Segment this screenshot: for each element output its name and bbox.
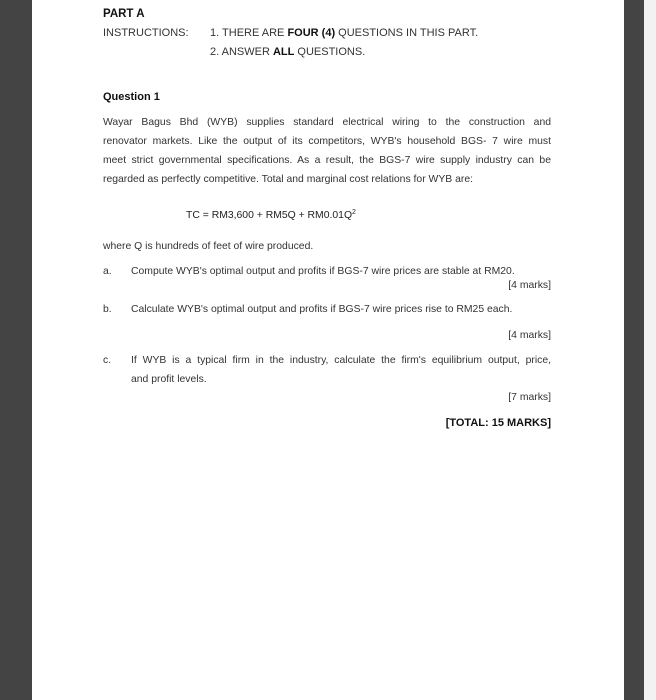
instruction-line-1 — [210, 27, 478, 39]
item-b-text: Calculate WYB's optimal output and profits if BGS-7 wire prices rise to RM25 each. — [131, 304, 513, 315]
instructions-label: INSTRUCTIONS: — [103, 27, 189, 39]
document-page — [32, 0, 624, 700]
paragraph-line: Wayar Bagus Bhd (WYB) supplies standard electrical wiring to the construction and — [103, 117, 551, 128]
instruction-1-bold: FOUR (4) — [287, 27, 336, 39]
item-c-marks: [7 marks] — [508, 392, 551, 403]
question-paragraph — [103, 113, 551, 189]
cost-formula — [186, 209, 356, 221]
instruction-line-2 — [210, 46, 365, 58]
part-title: PART A — [103, 8, 145, 20]
where-note: where Q is hundreds of feet of wire produced. — [103, 241, 314, 252]
instruction-2-suffix: QUESTIONS. — [294, 46, 366, 58]
item-a-text: Compute WYB's optimal output and profits if BGS-7 wire prices are stable at RM20. — [131, 266, 515, 277]
total-marks: [TOTAL: 15 MARKS] — [445, 417, 551, 429]
paragraph-line: regarded as perfectly competitive. Total and marginal cost relations for WYB are: — [103, 174, 474, 185]
paragraph-line: renovator markets. Like the output of its competitors, WYB's household BGS- 7 wire must — [103, 136, 551, 147]
item-c-letter: c. — [103, 355, 112, 366]
item-a-letter: a. — [103, 266, 112, 277]
formula-superscript: 2 — [352, 209, 356, 216]
viewer-left-margin — [0, 0, 32, 700]
instruction-1-suffix: QUESTIONS IN THIS PART. — [335, 27, 479, 39]
viewer-right-edge — [644, 0, 656, 700]
item-b-letter: b. — [103, 304, 112, 315]
instruction-2-bold: ALL — [272, 46, 295, 58]
viewer-right-margin — [624, 0, 644, 700]
item-c-text-line-2: and profit levels. — [131, 374, 207, 385]
item-c-text-line-1: If WYB is a typical firm in the industry, calculate the firm's equilibrium output, price, — [131, 355, 551, 366]
paragraph-line: meet strict governmental specifications. As a result, the BGS-7 wire supply industry can be — [103, 155, 551, 166]
instruction-1-prefix: 1. THERE ARE — [210, 27, 288, 39]
formula-text: TC = RM3,600 + RM5Q + RM0.01Q — [186, 210, 353, 221]
item-b-marks: [4 marks] — [508, 330, 551, 341]
instruction-2-prefix: 2. ANSWER — [210, 46, 273, 58]
item-a-marks: [4 marks] — [508, 280, 551, 291]
question-title: Question 1 — [103, 91, 160, 103]
